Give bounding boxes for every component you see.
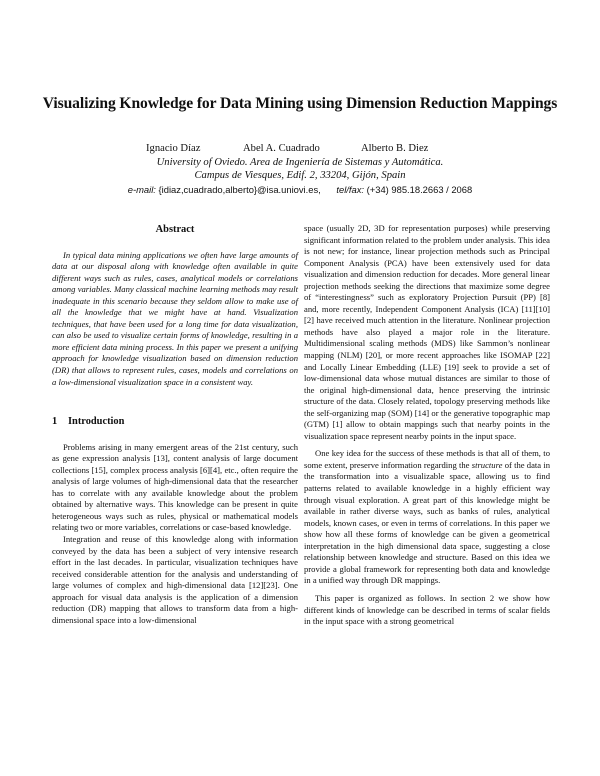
telfax-label: tel/fax: [336, 184, 365, 195]
body-paragraph: space (usually 2D, 3D for representation purposes) while preserving significant information related to the problem under analysis. This idea is not new; for instance, linear projection methods such as Principal Component Analysis (PCA) have been extensively used for data visualization and dimension reduction for decades. More general linear projection methods seeking the directions that maximize some degree of “interestingness” such as exploratory Projection Pursuit (PP) [8] and, more recently, Independent Component Analysis (ICA) [11][10][2] have received much attention in the literature. Nonlinear projection methods have also played a major role in the literature. Multidimensional scaling methods (MDS) like Sammon’s nonlinear mapping (NLM) [20], or more recent approaches like ISOMAP [22] and Locally Linear Embedding (LLE) [19] seek to provide a set of low-dimensional data whose mutual distances are similar to those of the original high-dimensional data, hence preserving the intrinsic structure of the data. Closely related, topology preserving methods like the self-organizing map (SOM) [14] or the generative topographic map (GTM) [1] allow to obtain mappings such that nearby points in the visualization space represent nearby points in the input space. [304, 223, 550, 441]
email-address: {idiaz,cuadrado,alberto}@isa.uniovi.es, [158, 184, 321, 195]
paragraph-text: One key idea for the success of these methods is that all of them, to some extent, preserve information regarding the [304, 448, 550, 470]
body-paragraph: This paper is organized as follows. In section 2 we show how different kinds of knowledge can be described in terms of scalar fields in the input space with a strong geometrical [304, 592, 550, 627]
section-number: 1 [52, 416, 58, 428]
emphasis-text: structure [471, 459, 503, 470]
body-paragraph: Problems arising in many emergent areas of the 21st century, such as gene expression analysis [13], content analysis of large document collections [15], complex process analysis [6][4], etc., often require the analysis of large volumes of high-dimensional data that the researcher has to correlate with any available knowledge about the problem obtained by alternative ways. This knowledge can be present in quite heterogeneous ways such as rules, physical or mathematical models relating two or more variables, correlations or case-based knowledge. [52, 441, 298, 533]
author-name: Ignacio Díaz [146, 143, 201, 154]
abstract-body [52, 250, 298, 389]
contact-line [0, 184, 600, 195]
right-column [304, 223, 550, 628]
body-paragraph: Integration and reuse of this knowledge along with information conveyed by the data has been a subject of very intensive research effort in the last decades. In particular, visualization techniques have received considerable attention for the analysis and understanding of large volumes of complex and high-dimensional data [12][23]. One approach for visual data analysis is the application of a dimension reduction (DR) mapping that allows to transform data from a high-dimensional space into a low-dimensional [52, 534, 298, 625]
abstract-paragraph: In typical data mining applications we often have large amounts of data at our disposal along with knowledge often available in quite different ways such as rules, cases, analytical models or correlations among variables. Many classical machine learning methods may result inadequate in this scenario because they seldom allow to make use of all the knowledge that we might have at hand. Visualization techniques, that have been used for a long time for data visualization, can also be used to visualize certain forms of knowledge, resulting in a more efficient data mining process. In this paper we present a unifying approach for knowledge visualization based on dimension reduction (DR) that allows to represent rules, cases, models and correlations on a low-dimensional visualization space in a consistent way. [52, 249, 298, 387]
telfax-number: (+34) 985.18.2663 / 2068 [366, 184, 473, 195]
paragraph-text: of the data in the transformation into a visualizable space, allowing us to find patterns related to available knowledge in a highly efficient way through visual exploration. A great part of this knowledge might be available in rather diverse ways, such as banks of rules, analytical models, known cases, or even in terms of correlations. In this paper we show how all these forms of knowledge can be given a geometrical interpretation in the high dimensional data space, suggesting a close relationship between knowledge and structure. Based on this idea we provide a global framework for representing both data and knowledge in a unified way through DR mappings. [304, 459, 551, 586]
section-title: Introduction [68, 416, 125, 428]
affiliation-line: University of Oviedo. Area de Ingeniería de Sistemas y Automática. [156, 157, 444, 168]
paper-title: Visualizing Knowledge for Data Mining using Dimension Reduction Mappings [42, 95, 558, 112]
section-heading-introduction [52, 416, 298, 428]
abstract-heading: Abstract [155, 224, 195, 235]
author-name: Abel A. Cuadrado [243, 143, 320, 154]
body-paragraph [304, 448, 550, 587]
author-list [0, 143, 600, 157]
author-name: Alberto B. Diez [361, 143, 429, 154]
affiliation-line: Campus de Viesques, Edif. 2, 33204, Gijón, Spain [194, 170, 406, 181]
left-column [52, 224, 298, 626]
email-label: e-mail: [127, 184, 156, 195]
